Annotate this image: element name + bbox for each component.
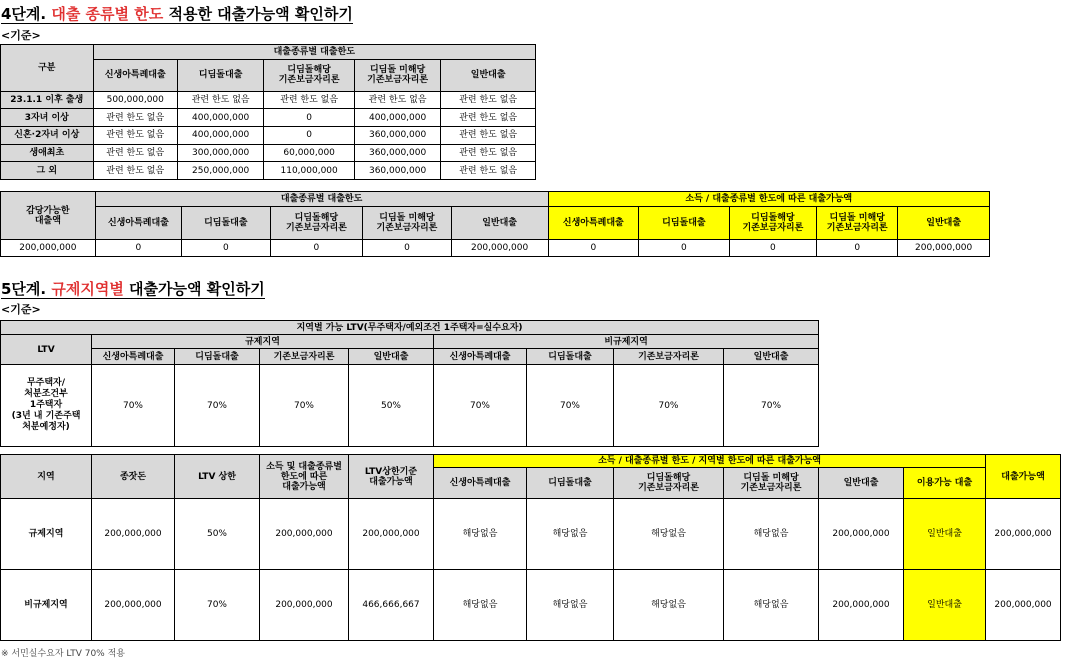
step4-title-highlight: 대출 종류별 한도 — [51, 5, 164, 23]
cell: 360,000,000 — [354, 127, 440, 145]
table1-col-newborn: 신생아특례대출 — [93, 59, 177, 91]
table3-unregulated: 비규제지역 — [434, 335, 819, 349]
cell: 0 — [548, 240, 639, 257]
cell: 0 — [264, 127, 355, 145]
cell: 해당없음 — [614, 499, 724, 570]
table4-col-region: 지역 — [1, 455, 92, 499]
table2-col: 일반대출 — [451, 206, 548, 240]
table4-col-didim-yes: 디딤돌해당 기존보금자리론 — [614, 468, 724, 499]
cell: 200,000,000 — [260, 570, 349, 641]
step5-criteria: <기준> — [1, 303, 41, 316]
cell: 관련 한도 없음 — [93, 127, 177, 145]
table4-col-seed: 종잣돈 — [92, 455, 175, 499]
cell: 70% — [527, 365, 614, 447]
cell: 해당없음 — [434, 499, 527, 570]
table3-col: 일반대출 — [349, 349, 434, 365]
cell: 50% — [349, 365, 434, 447]
cell: 200,000,000 — [92, 570, 175, 641]
cell: 해당없음 — [527, 499, 614, 570]
table4-col-newborn: 신생아특례대출 — [434, 468, 527, 499]
cell: 70% — [260, 365, 349, 447]
footnote: ※ 서민실수요자 LTV 70% 적용 — [1, 649, 125, 659]
cell: 70% — [434, 365, 527, 447]
step4-title-prefix: 4단계. — [1, 5, 47, 23]
cell: 0 — [729, 240, 816, 257]
cell: 70% — [175, 365, 260, 447]
cell: 관련 한도 없음 — [441, 162, 536, 180]
step5-title-prefix: 5단계. — [1, 280, 47, 298]
row-label: 23.1.1 이후 출생 — [1, 91, 94, 109]
cell: 60,000,000 — [264, 144, 355, 162]
table4-col-amount: 대출가능액 — [986, 455, 1061, 499]
step5-title-suffix: 대출가능액 확인하기 — [129, 280, 265, 298]
loan-limit-table — [0, 44, 536, 180]
cell-available: 일반대출 — [904, 499, 986, 570]
step5-title — [1, 280, 265, 299]
table3-col: 일반대출 — [724, 349, 819, 365]
table-row — [1, 91, 536, 109]
cell: 관련 한도 없음 — [441, 91, 536, 109]
step4-title-suffix: 적용한 대출가능액 확인하기 — [168, 5, 353, 23]
table-row — [1, 240, 990, 257]
cell: 0 — [264, 109, 355, 127]
table-row — [1, 365, 819, 447]
cell: 360,000,000 — [354, 144, 440, 162]
step4-title — [1, 5, 353, 24]
row-label: 그 외 — [1, 162, 94, 180]
cell: 200,000,000 — [1, 240, 96, 257]
table1-col-didim-no: 디딤돌 미해당 기존보금자리론 — [354, 59, 440, 91]
cell: 70% — [614, 365, 724, 447]
table3-col: 디딤돌대출 — [175, 349, 260, 365]
table3-corner: LTV — [1, 335, 92, 365]
table2-col: 디딤돌 미해당 기존보금자리론 — [817, 206, 898, 240]
table1-col-didimdol: 디딤돌대출 — [177, 59, 263, 91]
table2-col: 디딤돌 미해당 기존보금자리론 — [363, 206, 451, 240]
cell: 70% — [92, 365, 175, 447]
cell: 400,000,000 — [354, 109, 440, 127]
table-row — [1, 570, 1061, 641]
cell: 0 — [182, 240, 270, 257]
table1-col-didim-yes: 디딤돌해당 기존보금자리론 — [264, 59, 355, 91]
cell: 0 — [639, 240, 730, 257]
cell: 관련 한도 없음 — [441, 127, 536, 145]
table4-col-didimdol: 디딤돌대출 — [527, 468, 614, 499]
cell: 50% — [175, 499, 260, 570]
cell: 관련 한도 없음 — [441, 144, 536, 162]
table2-col: 디딤돌대출 — [639, 206, 730, 240]
ltv-table — [0, 320, 819, 447]
table-row — [1, 499, 1061, 570]
cell: 500,000,000 — [93, 91, 177, 109]
table2-col: 일반대출 — [898, 206, 990, 240]
table3-col: 신생아특례대출 — [434, 349, 527, 365]
table3-col: 디딤돌대출 — [527, 349, 614, 365]
row-label: 3자녀 이상 — [1, 109, 94, 127]
table4-group-header: 소득 / 대출종류별 한도 / 지역별 한도에 따른 대출가능액 — [434, 455, 986, 468]
cell: 200,000,000 — [898, 240, 990, 257]
cell: 0 — [363, 240, 451, 257]
cell: 해당없음 — [614, 570, 724, 641]
table3-regulated: 규제지역 — [92, 335, 434, 349]
table4-col-by-ltv: LTV상한기준 대출가능액 — [349, 455, 434, 499]
cell-available: 일반대출 — [904, 570, 986, 641]
table3-col: 기존보금자리론 — [614, 349, 724, 365]
cell: 70% — [724, 365, 819, 447]
cell: 400,000,000 — [177, 109, 263, 127]
table2-col: 신생아특례대출 — [95, 206, 181, 240]
table-row — [1, 127, 536, 145]
cell: 0 — [270, 240, 363, 257]
cell: 관련 한도 없음 — [93, 162, 177, 180]
table4-col-available: 이용가능 대출 — [904, 468, 986, 499]
cell: 관련 한도 없음 — [93, 109, 177, 127]
region-label: 규제지역 — [1, 499, 92, 570]
cell: 0 — [95, 240, 181, 257]
cell: 해당없음 — [724, 570, 819, 641]
cell: 관련 한도 없음 — [354, 91, 440, 109]
cell: 관련 한도 없음 — [264, 91, 355, 109]
cell: 200,000,000 — [986, 570, 1061, 641]
region-loan-table — [0, 454, 1061, 641]
step5-title-highlight: 규제지역별 — [51, 280, 124, 298]
cell: 200,000,000 — [819, 499, 904, 570]
table3-col: 신생아특례대출 — [92, 349, 175, 365]
table4-col-didim-no: 디딤돌 미해당 기존보금자리론 — [724, 468, 819, 499]
table4-col-by-income: 소득 및 대출종류별 한도에 따른 대출가능액 — [260, 455, 349, 499]
table2-corner: 감당가능한 대출액 — [1, 192, 96, 240]
table2-col: 신생아특례대출 — [548, 206, 639, 240]
table1-col-general: 일반대출 — [441, 59, 536, 91]
cell: 200,000,000 — [349, 499, 434, 570]
table2-group-right: 소득 / 대출종류별 한도에 따른 대출가능액 — [548, 192, 989, 207]
step4-criteria: <기준> — [1, 29, 41, 42]
table2-col: 디딤돌해당 기존보금자리론 — [729, 206, 816, 240]
cell: 해당없음 — [527, 570, 614, 641]
cell: 200,000,000 — [260, 499, 349, 570]
cell: 해당없음 — [724, 499, 819, 570]
table2-group-left: 대출종류별 대출한도 — [95, 192, 548, 207]
table1-corner: 구분 — [1, 45, 94, 92]
cell: 200,000,000 — [986, 499, 1061, 570]
region-label: 비규제지역 — [1, 570, 92, 641]
cell: 466,666,667 — [349, 570, 434, 641]
table3-row-label: 무주택자/ 처분조건부 1주택자 (3년 내 기존주택 처분예정자) — [1, 365, 92, 447]
table3-top-header: 지역별 가능 LTV(무주택자/예외조건 1주택자=실수요자) — [1, 321, 819, 335]
cell: 200,000,000 — [819, 570, 904, 641]
cell: 200,000,000 — [92, 499, 175, 570]
cell: 관련 한도 없음 — [441, 109, 536, 127]
table2-col: 디딤돌해당 기존보금자리론 — [270, 206, 363, 240]
table2-col: 디딤돌대출 — [182, 206, 270, 240]
cell: 300,000,000 — [177, 144, 263, 162]
cell: 360,000,000 — [354, 162, 440, 180]
table4-col-ltv: LTV 상한 — [175, 455, 260, 499]
cell: 관련 한도 없음 — [177, 91, 263, 109]
cell: 400,000,000 — [177, 127, 263, 145]
row-label: 생애최초 — [1, 144, 94, 162]
cell: 관련 한도 없음 — [93, 144, 177, 162]
table4-col-general: 일반대출 — [819, 468, 904, 499]
table3-col: 기존보금자리론 — [260, 349, 349, 365]
table-row — [1, 144, 536, 162]
table1-group-header: 대출종류별 대출한도 — [93, 45, 535, 60]
row-label: 신혼·2자녀 이상 — [1, 127, 94, 145]
table-row — [1, 162, 536, 180]
cell: 110,000,000 — [264, 162, 355, 180]
cell: 250,000,000 — [177, 162, 263, 180]
table-row — [1, 109, 536, 127]
cell: 200,000,000 — [451, 240, 548, 257]
cell: 0 — [817, 240, 898, 257]
cell: 해당없음 — [434, 570, 527, 641]
loan-possible-table — [0, 191, 990, 257]
cell: 70% — [175, 570, 260, 641]
